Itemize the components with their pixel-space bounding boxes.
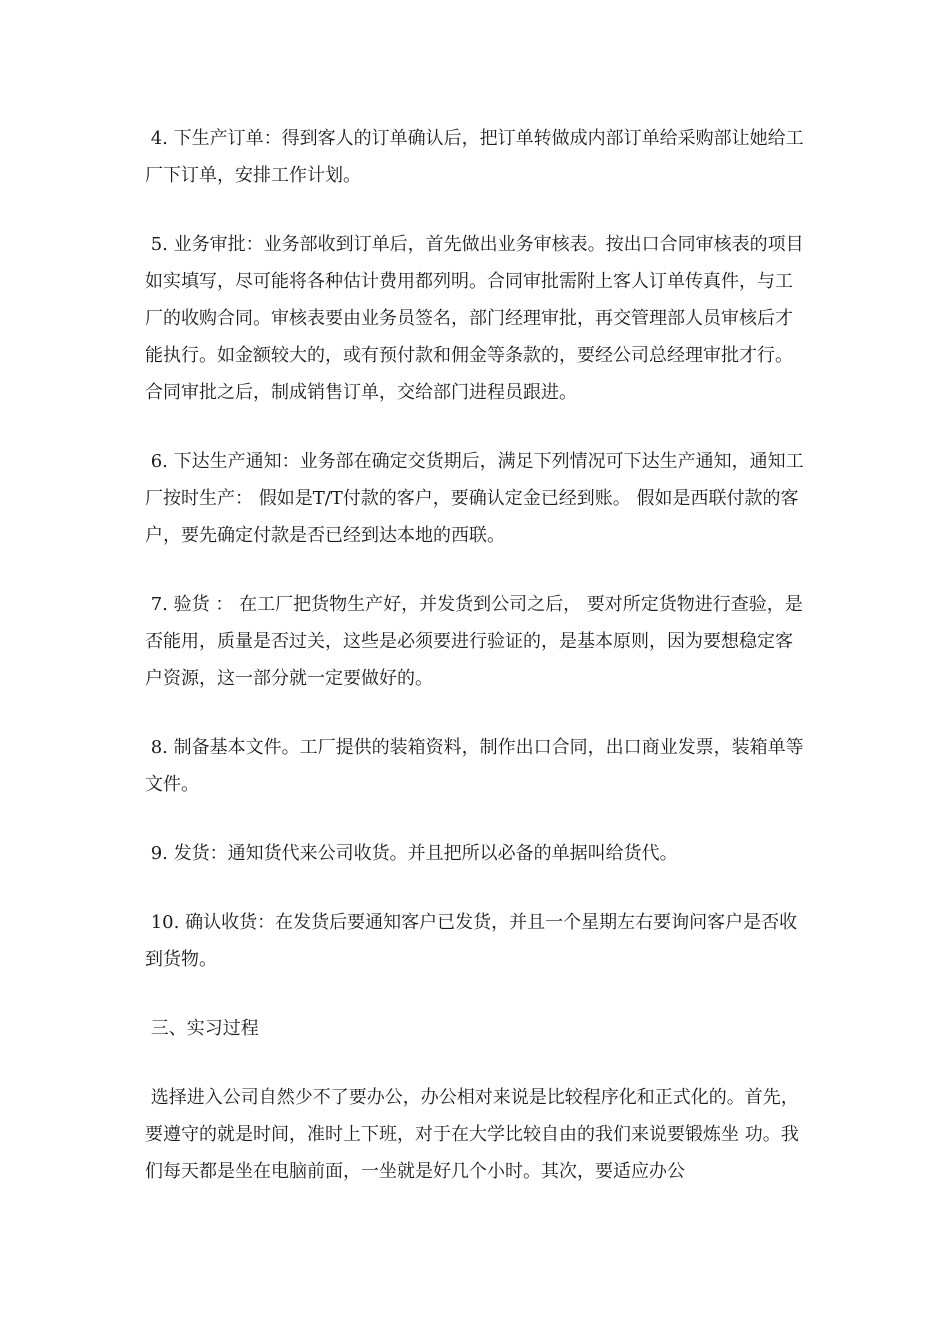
paragraph-step-6: 6. 下达生产通知：业务部在确定交货期后，满足下列情况可下达生产通知，通知工厂按时生产： 假如是T/T付款的客户，要确认定金已经到账。 假如是西联付款的客户，要先确定付款是否已经到达本地的西联。: [145, 451, 804, 546]
section-heading: 三、实习过程: [145, 1018, 259, 1039]
paragraph-step-4: 4. 下生产订单：得到客人的订单确认后，把订单转做成内部订单给采购部让她给工厂下订单，安排工作计划。: [145, 128, 804, 186]
paragraph-step-8: 8. 制备基本文件。工厂提供的装箱资料，制作出口合同，出口商业发票，装箱单等文件。: [145, 737, 804, 795]
paragraph-step-10: 10. 确认收货：在发货后要通知客户已发货，并且一个星期左右要询问客户是否收到货物。: [145, 912, 798, 970]
paragraph-internship-process: 选择进入公司自然少不了要办公，办公相对来说是比较程序化和正式化的。首先，要遵守的就是时间，准时上下班，对于在大学比较自由的我们来说要锻炼坐 功。我们每天都是坐在电脑前面，一坐就是好几个小时。其次，要适应办公: [145, 1087, 799, 1182]
paragraph-step-7: 7. 验货 ： 在工厂把货物生产好，并发货到公司之后， 要对所定货物进行查验，是否能用，质量是否过关，这些是必须要进行验证的，是基本原则，因为要想稳定客户资源，这一部分就一定要做好的。: [145, 594, 803, 689]
paragraph-step-9: 9. 发货：通知货代来公司收货。并且把所以必备的单据叫给货代。: [145, 843, 678, 864]
paragraph-step-5: 5. 业务审批：业务部收到订单后，首先做出业务审核表。按出口合同审核表的项目如实填写，尽可能将各种估计费用都列明。合同审批需附上客人订单传真件，与工厂的收购合同。审核表要由业务员签名，部门经理审批，再交管理部人员审核后才能执行。如金额较大的，或有预付款和佣金等条款的，要经公司总经理审批才行。合同审批之后，制成销售订单，交给部门进程员跟进。: [145, 234, 804, 403]
document-body: [145, 120, 807, 1222]
